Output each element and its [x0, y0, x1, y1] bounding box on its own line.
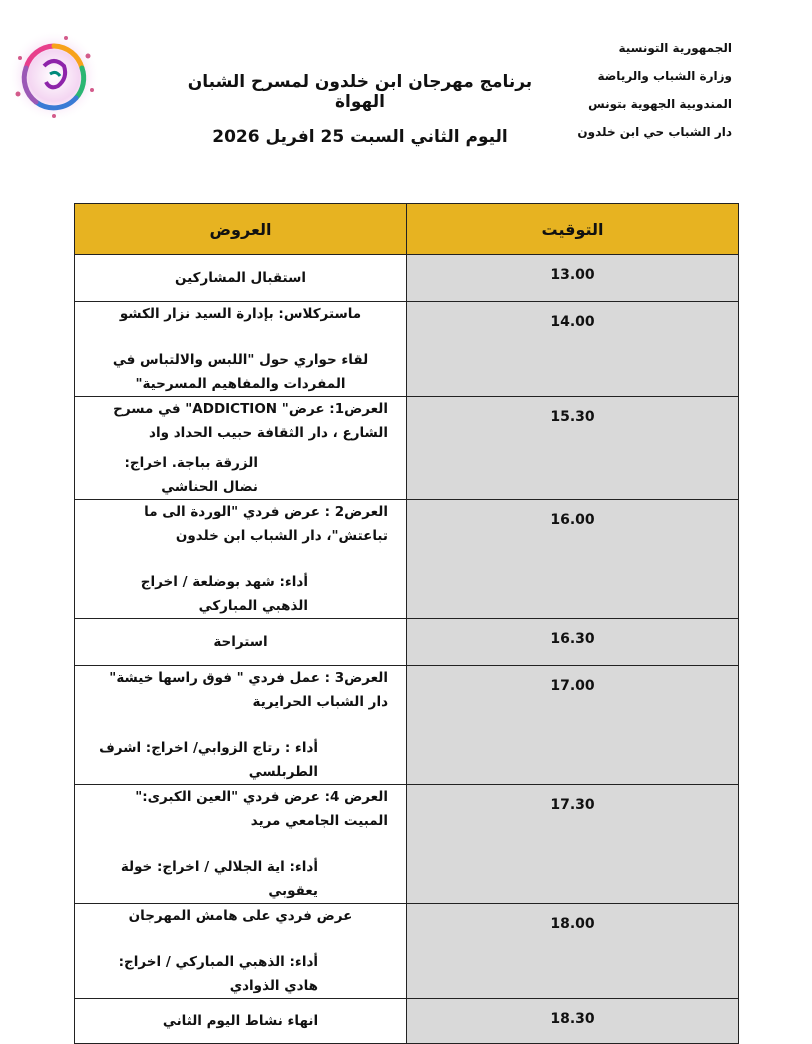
ministry-line: المندوبية الجهوية بتونس [588, 97, 732, 111]
row-time: 15.30 [407, 397, 739, 500]
row-line: ماستركلاس: بإدارة السيد نزار الكشو [119, 306, 362, 322]
row-line: عرض فردي على هامش المهرجان [128, 908, 353, 924]
row-description [75, 619, 407, 666]
row-line: العرض 4: عرض فردي "العين الكبرى:" المبيت الجامعي مريد [135, 789, 388, 829]
table-row [75, 904, 739, 999]
ministry-header [532, 34, 732, 146]
ministry-line: دار الشباب حي ابن خلدون [577, 125, 732, 139]
column-header-time: التوقيت [407, 204, 739, 255]
table-row [75, 619, 739, 666]
table-row [75, 666, 739, 785]
row-time: 16.00 [407, 500, 739, 619]
row-line: أداء: شهد بوضلعة / اخراج الذهبي المباركي [140, 574, 308, 614]
row-description [75, 999, 407, 1044]
row-description [75, 904, 407, 999]
row-time: 16.30 [407, 619, 739, 666]
table-row [75, 500, 739, 619]
ministry-line: الجمهورية التونسية [618, 41, 732, 55]
row-line: أداء : رتاج الزوابي/ اخراج: اشرف الطربلسي [99, 740, 318, 780]
column-header-shows: العروض [75, 204, 407, 255]
row-line: أداء: الذهبي المباركي / اخراج: هادي الذوادي [118, 954, 318, 994]
festival-logo [6, 28, 102, 124]
day-title: اليوم الثاني السبت 25 افريل 2026 [212, 127, 508, 147]
schedule-table [74, 203, 739, 1044]
row-description [75, 500, 407, 619]
row-line: العرض3 : عمل فردي " فوق راسها خيشة" دار الشباب الحرايرية [109, 670, 388, 710]
row-line: استقبال المشاركين [175, 270, 306, 286]
row-description [75, 397, 407, 500]
row-description [75, 785, 407, 904]
row-line: الزرقة بباجة. اخراج: نضال الحناشي [124, 455, 258, 495]
row-line: استراحة [213, 634, 268, 650]
row-time: 18.00 [407, 904, 739, 999]
row-time: 13.00 [407, 255, 739, 302]
row-description [75, 255, 407, 302]
table-row [75, 302, 739, 397]
row-description [75, 666, 407, 785]
row-description [75, 302, 407, 397]
row-time: 17.00 [407, 666, 739, 785]
row-line: العرض2 : عرض فردي "الوردة الى ما تباعتش"، دار الشباب ابن خلدون [144, 504, 388, 544]
table-row [75, 397, 739, 500]
program-title: برنامج مهرجان ابن خلدون لمسرح الشبان الهواة [187, 72, 533, 112]
row-time: 14.00 [407, 302, 739, 397]
ministry-line: وزارة الشباب والرياضة [597, 69, 732, 83]
table-row [75, 255, 739, 302]
row-line: أداء: اية الجلالي / اخراج: خولة يعقوبي [120, 859, 318, 899]
table-row [75, 785, 739, 904]
row-line: العرض1: عرض" ADDICTION" في مسرح الشارع ، دار الثقافة حبيب الحداد واد [113, 401, 388, 441]
table-header-row [75, 204, 739, 255]
row-line: لقاء حواري حول "اللبس والالتباس في المفردات والمفاهيم المسرحية" [112, 352, 369, 392]
row-line: انهاء نشاط اليوم الثاني [162, 1013, 319, 1029]
row-time: 18.30 [407, 999, 739, 1044]
row-time: 17.30 [407, 785, 739, 904]
table-row [75, 999, 739, 1044]
